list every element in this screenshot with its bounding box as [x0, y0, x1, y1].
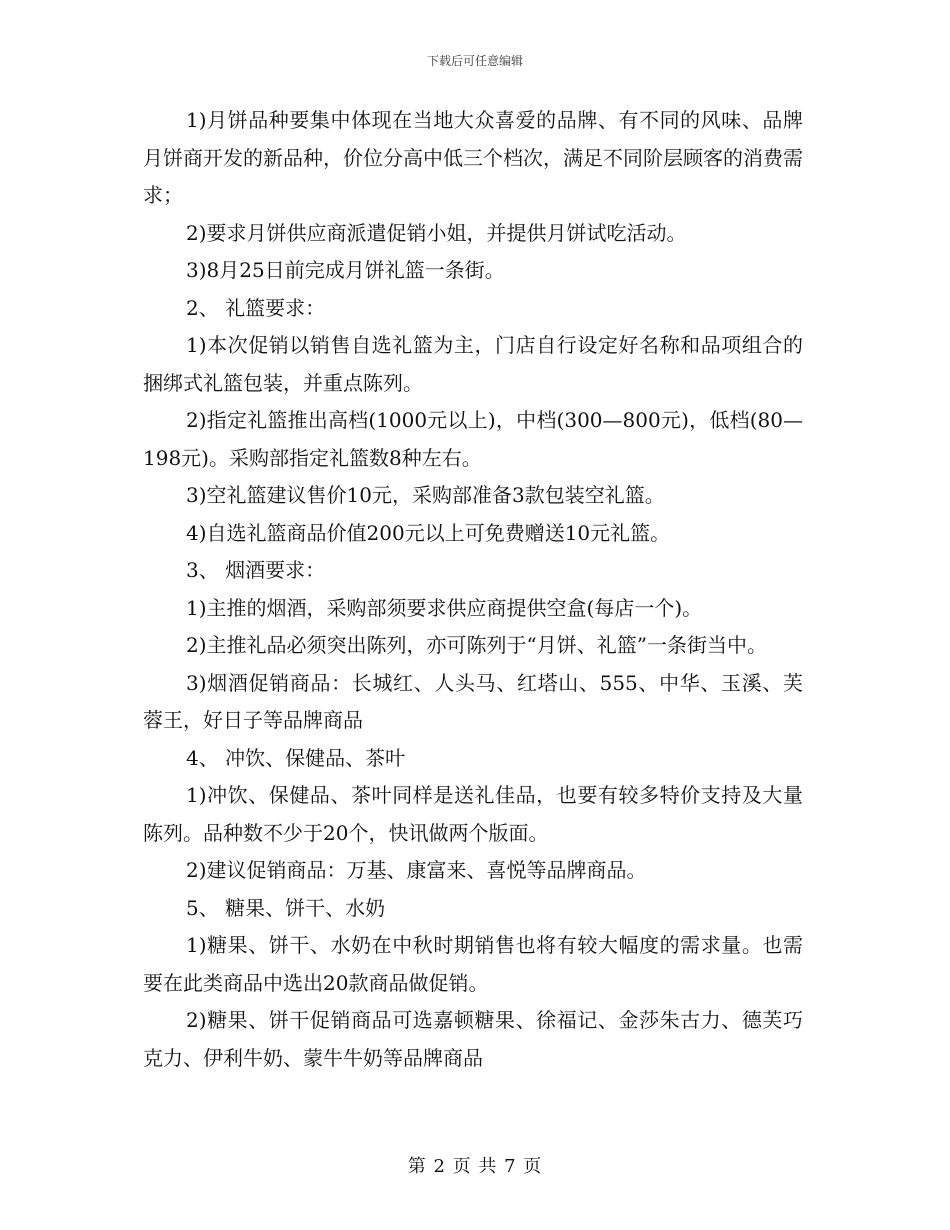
page-header: 下载后可任意编辑 [426, 54, 523, 68]
paragraph: 2)建议促销商品：万基、康富来、喜悦等品牌商品。 [186, 858, 647, 882]
paragraph: 2)要求月饼供应商派遣促销小姐，并提供月饼试吃活动。 [186, 220, 687, 245]
paragraph: 1)月饼品种要集中体现在当地大众喜爱的品牌、有不同的风味、品牌月饼商开发的新品种，价位分高中低三个档次，满足不同阶层顾客的消费需求； [143, 108, 803, 207]
paragraph: 1)糖果、饼干、水奶在中秋时期销售也将有较大幅度的需求量。也需要在此类商品中选出20款商品做促销。 [143, 933, 803, 995]
paragraph: 1)冲饮、保健品、茶叶同样是送礼佳品，也要有较多特价支持及大量陈列。品种数不少于20个，快讯做两个版面。 [143, 783, 803, 845]
section-heading: 5、 糖果、饼干、水奶 [186, 895, 386, 920]
page-number-footer: 第 2 页 共 7 页 [407, 1156, 543, 1177]
paragraph: 2)糖果、饼干促销商品可选嘉顿糖果、徐福记、金莎朱古力、德芙巧克力、伊利牛奶、蒙牛牛奶等品牌商品 [143, 1008, 803, 1070]
paragraph: 4)自选礼篮商品价值200元以上可免费赠送10元礼篮。 [186, 520, 671, 545]
section-heading: 3、 烟酒要求： [186, 558, 326, 582]
paragraph: 3)空礼篮建议售价10元，采购部准备3款包装空礼篮。 [186, 483, 665, 507]
document-body [143, 102, 803, 1077]
paragraph: 1)主推的烟酒，采购部须要求供应商提供空盒(每店一个)。 [186, 595, 703, 620]
paragraph: 3)烟酒促销商品：长城红、人头马、红塔山、555、中华、玉溪、芙蓉王，好日子等品牌商品 [143, 670, 803, 732]
paragraph: 2)指定礼篮推出高档(1000元以上)，中档(300—800元)，低档(80—198元)。采购部指定礼篮数8种左右。 [143, 408, 803, 470]
section-heading: 2、 礼篮要求： [186, 295, 326, 320]
section-heading: 4、 冲饮、保健品、茶叶 [186, 745, 406, 770]
paragraph: 2)主推礼品必须突出陈列，亦可陈列于“月饼、礼篮”一条街当中。 [186, 633, 767, 657]
paragraph: 3)8月25日前完成月饼礼篮一条街。 [186, 258, 505, 282]
paragraph: 1)本次促销以销售自选礼篮为主，门店自行设定好名称和品项组合的捆绑式礼篮包装，并重点陈列。 [143, 333, 803, 395]
